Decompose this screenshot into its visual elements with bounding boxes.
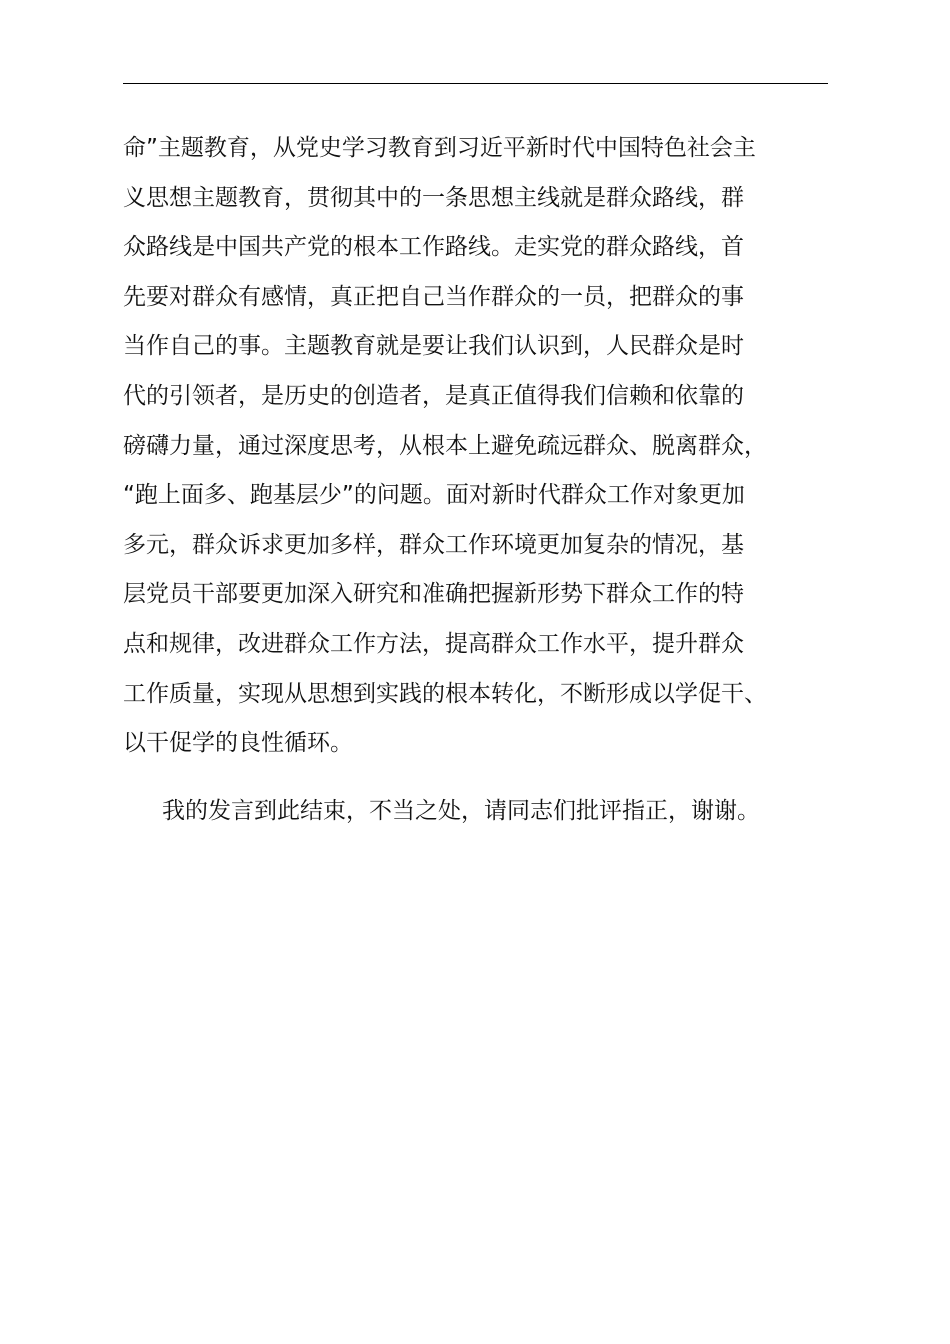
paragraph-line: 点和规律，改进群众工作方法，提高群众工作水平，提升群众 <box>123 630 744 657</box>
paragraph-line: 工作质量，实现从思想到实践的根本转化，不断形成以学促干、 <box>123 680 767 707</box>
closing-paragraph: 我的发言到此结束，不当之处，请同志们批评指正，谢谢。 <box>162 798 760 824</box>
paragraph-line: 众路线是中国共产党的根本工作路线。走实党的群众路线，首 <box>123 234 744 261</box>
paragraph-line: 代的引领者，是历史的创造者，是真正值得我们信赖和依靠的 <box>123 382 744 409</box>
paragraph-line: 磅礴力量，通过深度思考，从根本上避免疏远群众、脱离群众， <box>123 432 767 459</box>
header-rule <box>123 83 828 84</box>
paragraph-line: “跑上面多、跑基层少”的问题。面对新时代群众工作对象更加 <box>123 482 745 509</box>
paragraph-line: 义思想主题教育，贯彻其中的一条思想主线就是群众路线，群 <box>123 184 744 211</box>
paragraph-line: 命”主题教育，从党史学习教育到习近平新时代中国特色社会主 <box>123 135 756 161</box>
paragraph-line: 先要对群众有感情，真正把自己当作群众的一员，把群众的事 <box>123 283 744 310</box>
paragraph-line: 当作自己的事。主题教育就是要让我们认识到，人民群众是时 <box>123 333 744 360</box>
paragraph-line: 以干促学的良性循环。 <box>123 730 353 757</box>
paragraph-line: 多元，群众诉求更加多样，群众工作环境更加复杂的情况，基 <box>123 531 744 558</box>
paragraph-line: 层党员干部要更加深入研究和准确把握新形势下群众工作的特 <box>123 581 744 608</box>
body-paragraph <box>123 124 831 769</box>
